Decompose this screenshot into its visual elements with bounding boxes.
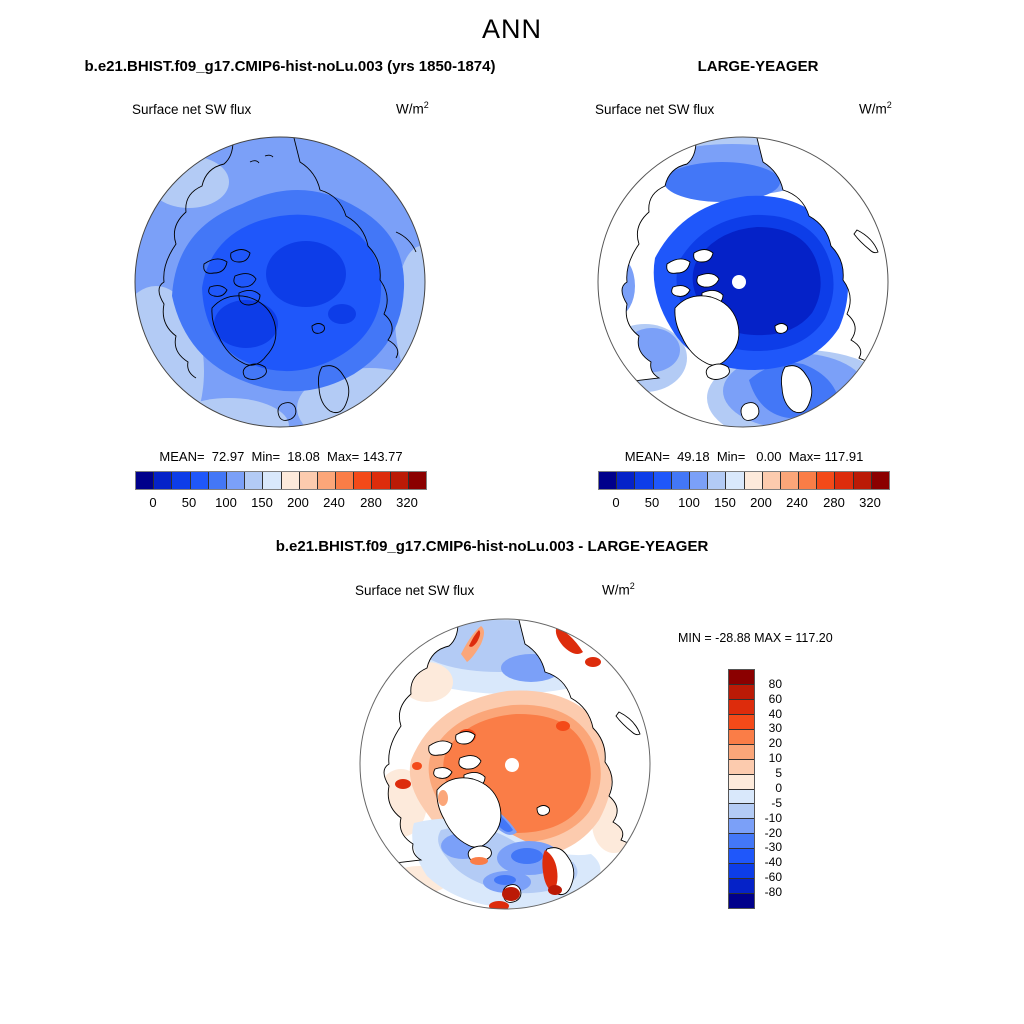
colorbar-cell <box>209 472 227 489</box>
colorbar-cell <box>372 472 390 489</box>
colorbar-cell <box>729 790 754 805</box>
colorbar-cell <box>729 804 754 819</box>
tick-label: 150 <box>714 495 736 510</box>
colorbar-cell <box>391 472 409 489</box>
diff-field-label: Surface net SW flux <box>355 583 475 598</box>
colorbar-cell <box>729 700 754 715</box>
model-panel-title: b.e21.BHIST.f09_g17.CMIP6-hist-noLu.003 (yrs 1850-1874) <box>84 58 496 75</box>
obs-colorbar-ticks <box>598 495 888 511</box>
model-units-base: W/m <box>396 101 424 117</box>
tick-label: 200 <box>750 495 772 510</box>
tick-label: 40 <box>768 707 782 721</box>
tick-label: 240 <box>323 495 345 510</box>
colorbar-cell <box>729 670 754 685</box>
tick-label: -5 <box>771 796 782 810</box>
colorbar-cell <box>672 472 690 489</box>
diff-panel-title: b.e21.BHIST.f09_g17.CMIP6-hist-noLu.003 - LARGE-YEAGER <box>275 538 709 555</box>
tick-label: 0 <box>612 495 620 510</box>
colorbar-cell <box>409 472 426 489</box>
tick-label: 0 <box>775 781 782 795</box>
obs-polar-map <box>597 136 889 428</box>
colorbar-cell <box>729 819 754 834</box>
model-units-label <box>396 100 429 117</box>
obs-units-exp: 2 <box>886 100 892 110</box>
tick-label: -80 <box>764 885 782 899</box>
obs-field-label: Surface net SW flux <box>595 102 715 117</box>
colorbar-cell <box>318 472 336 489</box>
colorbar-cell <box>599 472 617 489</box>
tick-label: 30 <box>768 721 782 735</box>
colorbar-cell <box>336 472 354 489</box>
diff-units-exp: 2 <box>629 581 635 591</box>
colorbar-cell <box>282 472 300 489</box>
tick-label: -60 <box>764 870 782 884</box>
tick-label: 200 <box>287 495 309 510</box>
colorbar-cell <box>690 472 708 489</box>
model-polar-map <box>134 136 426 428</box>
diff-polar-map <box>359 618 651 910</box>
colorbar-cell <box>729 864 754 879</box>
tick-label: -10 <box>764 811 782 825</box>
colorbar-cell <box>729 730 754 745</box>
tick-label: 320 <box>859 495 881 510</box>
tick-label: 240 <box>786 495 808 510</box>
colorbar-cell <box>729 685 754 700</box>
pole-hole <box>505 758 519 772</box>
obs-units-base: W/m <box>859 101 887 117</box>
colorbar-cell <box>300 472 318 489</box>
colorbar-cell <box>354 472 372 489</box>
tick-label: 0 <box>149 495 157 510</box>
colorbar-cell <box>154 472 172 489</box>
page-title: ANN <box>481 14 542 44</box>
tick-label: 50 <box>181 495 197 510</box>
diff-minmax: MIN = -28.88 MAX = 117.20 <box>678 631 833 645</box>
colorbar-cell <box>872 472 889 489</box>
colorbar-cell <box>729 715 754 730</box>
tick-label: -40 <box>764 855 782 869</box>
colorbar-cell <box>729 775 754 790</box>
colorbar-cell <box>263 472 281 489</box>
model-units-exp: 2 <box>423 100 429 110</box>
model-colorbar <box>135 471 427 490</box>
tick-label: -20 <box>764 826 782 840</box>
colorbar-cell <box>729 745 754 760</box>
tick-label: 280 <box>360 495 382 510</box>
tick-label: 20 <box>768 736 782 750</box>
colorbar-cell <box>799 472 817 489</box>
colorbar-cell <box>854 472 872 489</box>
tick-label: 80 <box>768 677 782 691</box>
diff-units-label <box>602 581 635 598</box>
colorbar-cell <box>817 472 835 489</box>
obs-panel-title: LARGE-YEAGER <box>697 58 819 75</box>
tick-label: 100 <box>678 495 700 510</box>
colorbar-cell <box>729 879 754 894</box>
colorbar-cell <box>191 472 209 489</box>
colorbar-cell <box>227 472 245 489</box>
tick-label: 50 <box>644 495 660 510</box>
colorbar-cell <box>729 760 754 775</box>
diff-units-base: W/m <box>602 582 630 598</box>
tick-label: 320 <box>396 495 418 510</box>
colorbar-cell <box>835 472 853 489</box>
tick-label: 100 <box>215 495 237 510</box>
diff-colorbar <box>728 669 755 909</box>
colorbar-cell <box>654 472 672 489</box>
colorbar-cell <box>172 472 190 489</box>
tick-label: 280 <box>823 495 845 510</box>
colorbar-cell <box>726 472 744 489</box>
tick-label: 150 <box>251 495 273 510</box>
tick-label: 10 <box>768 751 782 765</box>
colorbar-cell <box>617 472 635 489</box>
colorbar-cell <box>745 472 763 489</box>
colorbar-cell <box>245 472 263 489</box>
tick-label: 60 <box>768 692 782 706</box>
colorbar-cell <box>729 849 754 864</box>
colorbar-cell <box>781 472 799 489</box>
tick-label: -30 <box>764 840 782 854</box>
colorbar-cell <box>708 472 726 489</box>
obs-colorbar <box>598 471 890 490</box>
obs-units-label <box>859 100 892 117</box>
colorbar-cell <box>729 834 754 849</box>
model-field-label: Surface net SW flux <box>132 102 252 117</box>
obs-stats: MEAN= 49.18 Min= 0.00 Max= 117.91 <box>624 449 864 464</box>
model-colorbar-ticks <box>135 495 425 511</box>
colorbar-cell <box>763 472 781 489</box>
colorbar-cell <box>729 894 754 908</box>
colorbar-cell <box>635 472 653 489</box>
model-stats: MEAN= 72.97 Min= 18.08 Max= 143.77 <box>159 449 403 464</box>
pole-hole <box>732 275 746 289</box>
colorbar-cell <box>136 472 154 489</box>
tick-label: 5 <box>775 766 782 780</box>
